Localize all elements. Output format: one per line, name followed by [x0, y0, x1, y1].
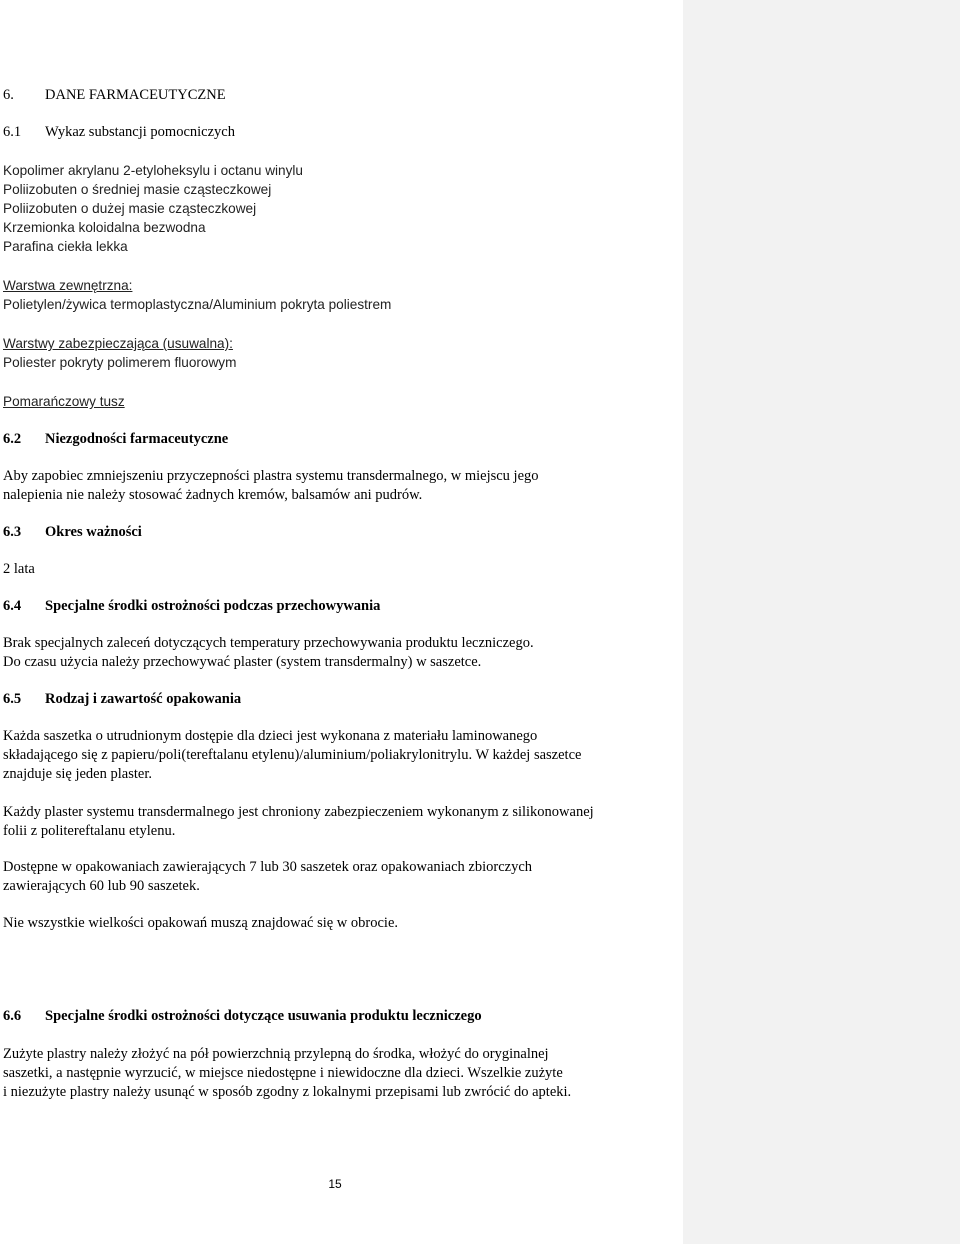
section-title: Specjalne środki ostrożności podczas przechowywania	[45, 598, 381, 614]
section-title: Wykaz substancji pomocniczych	[45, 124, 235, 140]
section-number: 6.4	[3, 598, 22, 614]
section-6-heading	[3, 86, 226, 105]
outer-layer-label: Warstwa zewnętrzna:	[3, 278, 133, 293]
document-page	[3, 0, 673, 1244]
paragraph-line: nalepienia nie należy stosować żadnych kremów, balsamów ani pudrów.	[3, 487, 423, 503]
page-number: 15	[328, 1177, 342, 1191]
section-6-1-heading	[3, 123, 235, 142]
paragraph-line: Każdy plaster systemu transdermalnego jest chroniony zabezpieczeniem wykonanym z silikonowanej	[3, 804, 594, 820]
excipient-item: Kopolimer akrylanu 2-etyloheksylu i octanu winylu	[3, 163, 303, 178]
section-title: Niezgodności farmaceutyczne	[45, 431, 229, 447]
paragraph-line: i niezużyte plastry należy usunąć w sposób zgodny z lokalnymi przepisami lub zwrócić do apteki.	[3, 1084, 572, 1100]
section-6-4-heading	[3, 597, 380, 616]
section-number: 6.6	[3, 1008, 22, 1024]
section-number: 6.1	[3, 124, 22, 140]
comment-margin-pane	[683, 0, 960, 1244]
section-title: Specjalne środki ostrożności dotyczące usuwania produktu leczniczego	[45, 1008, 482, 1024]
paragraph-line: znajduje się jeden plaster.	[3, 766, 152, 782]
paragraph-line: saszetki, a następnie wyrzucić, w miejsce niedostępne i niewidoczne dla dzieci. Wszelkie zużyte	[3, 1065, 563, 1081]
section-title: DANE FARMACEUTYCZNE	[45, 87, 226, 103]
section-title: Okres ważności	[45, 524, 142, 540]
paragraph-line: Do czasu użycia należy przechowywać plaster (system transdermalny) w saszetce.	[3, 654, 482, 670]
excipient-item: Poliizobuten o średniej masie cząsteczkowej	[3, 182, 272, 197]
paragraph-line: składającego się z papieru/poli(tereftalanu etylenu)/aluminium/poliakrylonitrylu. W każdej saszetce	[3, 747, 582, 763]
excipient-item: Krzemionka koloidalna bezwodna	[3, 220, 206, 235]
section-6-3-heading	[3, 523, 142, 542]
section-6-2-heading	[3, 430, 228, 449]
paragraph-line: Zużyte plastry należy złożyć na pół powierzchnią przylepną do środka, włożyć do oryginalnej	[3, 1046, 549, 1062]
ink-label: Pomarańczowy tusz	[3, 394, 125, 409]
outer-layer-value: Polietylen/żywica termoplastyczna/Aluminium pokryta poliestrem	[3, 297, 392, 312]
paragraph-line: zawierających 60 lub 90 saszetek.	[3, 878, 200, 894]
protective-layer-label: Warstwy zabezpieczająca (usuwalna):	[3, 336, 233, 351]
excipient-item: Poliizobuten o dużej masie cząsteczkowej	[3, 201, 257, 216]
paragraph-line: Nie wszystkie wielkości opakowań muszą znajdować się w obrocie.	[3, 915, 399, 931]
excipient-item: Parafina ciekła lekka	[3, 239, 128, 254]
section-number: 6.5	[3, 691, 22, 707]
paragraph-line: folii z politereftalanu etylenu.	[3, 823, 176, 839]
protective-layer-value: Poliester pokryty polimerem fluorowym	[3, 355, 237, 370]
paragraph-line: Dostępne w opakowaniach zawierających 7 lub 30 saszetek oraz opakowaniach zbiorczych	[3, 859, 533, 875]
section-number: 6.3	[3, 524, 22, 540]
section-number: 6.	[3, 87, 14, 103]
shelf-life-value: 2 lata	[3, 561, 35, 577]
section-6-6-heading	[3, 1007, 482, 1026]
section-title: Rodzaj i zawartość opakowania	[45, 691, 242, 707]
paragraph-line: Brak specjalnych zaleceń dotyczących temperatury przechowywania produktu leczniczego.	[3, 635, 534, 651]
paragraph-line: Każda saszetka o utrudnionym dostępie dla dzieci jest wykonana z materiału laminowanego	[3, 728, 538, 744]
section-6-5-heading	[3, 690, 241, 709]
section-number: 6.2	[3, 431, 22, 447]
paragraph-line: Aby zapobiec zmniejszeniu przyczepności plastra systemu transdermalnego, w miejscu jego	[3, 468, 539, 484]
